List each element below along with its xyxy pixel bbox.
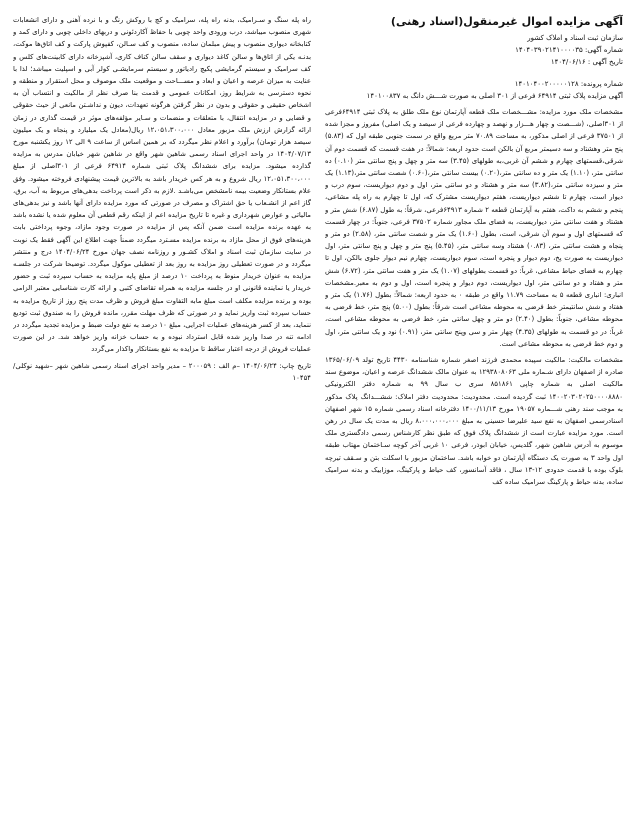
file-meta bbox=[325, 78, 623, 102]
notice-meta bbox=[325, 32, 623, 68]
property-specs-paragraph: مشخصات ملک مورد مزایده: مشـــخصات ملک قطعه آپارتمان نوع ملک طلق به پلاک ثبتی ۶۴۹۱۴فرعی از ۳۰۱اصلی، (شـــصت و چهار هـــزار و نهصد و چهارده فرعی از سیصد و یک اصلی) مفروز و مجزا شده از ۳۷۵۰۱ فرعی از اصلی مذکور، به مساحت ۷۰.۸۹ متر مربع واقع در سمت جنوبی طبقه اول که (۵.۸۳) پنج متر وهشتاد و سه دسیمتر مربع آن بالکن است حدود اربعه: شمالاً: در هفت قسمت که قسمت دوم آن شرقی،قسمتهای چهارم و ششم آن غربی،به طولهای (۳.۴۵) سه متر و چهل و پنج سانتی متر (۰.۱۰) ده سانتی متر، (۱.۱۰) یک متر و ده سانتی متر،(۰.۲۰) بیست سانتی متر،(۰.۶۰) شصت سانتی متر،(۱.۱۳) یک متر و سیزده سانتی متر،(۳.۸۲) سه متر و هشتاد و دو سانتی متر، اول و دوم دیواریست، سوم درب و دیوار است، چهارم تا ششم دیواریست، هفتم دیواریست مشترک که، اول تا چهارم به راه پله مشاعی، پنجم و ششم به داکت، هفتم به آپارتمان قطعه ۲ شماره ۶۴۹۱۳فرعی، شرقاً: به طول (۶.۸۷) شش متر و هشتاد و هفت سانتی متر، دیواریست، به فضای ملک مجاور شماره ۳۷۵۰۲ فرعی، جنوباً: در چهار قسمت که قسمتهای اول و سوم آن شرقی، است، بطول (۱.۶۰) یک متر و شصت سانتی متر، (۲.۵۸) دو متر و پنجاه و هشت سانتی متر، (۰.۸۳) هشتاد وسه سانتی متر، (۵.۴۵) پنج متر و چهل و پنج سانتی متر، اول دیواریست به صورت پخ، دوم دیوار و پنجره است، سوم دیواریست، چهارم نیم دیوار جلوی بالکن، اول تا چهارم به فضای حیاط مشاعی، غرباً: دو قسمت بطولهای (۱.۰۷) یک متر و هفت سانتی متر، (۶.۷۲) شش متر و هفتاد و دو سانتی متر، اول دیواریست، دوم دیوار و پنجره است، اول و دوم به معبر.مشخصات انباری: انباری قطعه ۵ به مساحت ۱۱.۷۹ واقع در طبقه ۰ به حدود اربعه: شمالاً: بطول (۱.۷۶) یک متر و هفتاد و شش سانتیمتر خط فرضی به محوطه مشاعی است شرقاً: بطول (۵.۰۰) پنج متر، خط فرضی به محوطه مشاعی، جنوباً: بطول (۲.۴۰) دو متر و چهل سانتی متر، خط فرضی به محوطه مشاعی است، غرباً: در دو قسمت به طولهای (۴.۳۵) چهار متر و سی وپنج سانتی متر، (۰.۹۱) نود و یک سانتی متر، اول و دوم خط فرضی به محوطه مشاعی است. bbox=[325, 108, 623, 348]
notice-number: شماره آگهی: ۱۴۰۴۰۳۹۰۲۱۴۱۰۰۰۰۳۵ bbox=[515, 46, 623, 54]
notice-subject: آگهی مزایده پلاک ثبتی ۶۴۹۱۴ فرعی از ۳۰۱ اصلی به صورت شـــش دانگ به ۱۴۰۱۰۰۸۳۷ bbox=[366, 92, 623, 100]
left-column bbox=[13, 14, 311, 812]
auction-terms-paragraph: راه پله سنگ و سـرامیک، بدنه راه پله، سرامیک و کچ با روکش رنگ و با نرده آهنی و دارای انشعابات شهری منصوب میباشد، درب ورودی واحد چوبی با حفاظ آکاردئونی و دربهای داخلی چوبی و دارای کمد و کتابخانه دیواری منصوب و پیش مبلمان ساده، منصوب و کف سـالن، کفپوش پارکت و کف اتاق‌ها موکت، بدنـه یکی از اتاق‌ها و سالن کاغذ دیواری و سقف سالن کناف کاری، آشپزخانه دارای کابینت‌های کلس و کف سرامیک و سیستم گرمایشی پکیچ رادیاتور و سیستم سرمایشـی کولر آبی و اسپلیت میباشد؛ لذا با عنایت به میزان عرصه و اعیان و ابعاد و مســـاحت و موقعیت ملک موصوف و محل استقرار و منطقه و نحوه دسترسی به شرایط روز، امکانات عمومی و قدمت بنا صرف نظر از مالکیت و انتساب آن به اشخاص حقیقی و حقوقی و بدون در نظر گرفتن هرگونه تعهدات، دیون و نداشـتن مانعی از حیث حقوقی و قضایی و در مزایده انتقال، با متعلقات و منضمات و سـایر مؤلفه‌های موثر در قیمت گذاری در زمان ارائه گزارش ارزش ملک مزبور معادل ۱۲،۰۵۱،۳۰۰،۰۰۰ ریال(معادل یک میلیارد و پنجاه و یک میلیون سیصد هزار تومان) برآورد و اعلام نظر میگردد که بر همین اساس از ساعت ۹ الی ۱۲ روز یکشنبه مورخ ۱۴۰۴/۰۷/۱۳ در واحد اجرای اسناد رسمی شاهین شهر واقع در شاهین شهر خیابان مدرس به مزایده گذارده میشود. مزایده برای ششدانگ پلاک ثبتی شماره ۶۴۹۱۴ فرعی از ۳۰۱اصلی از مبلغ ۱۲،۰۵۱،۳۰۰،۰۰۰ ریال شروع و به هر کس خریدار باشد به بالاترین قیمت پیشنهادی فروخته میشود. وفق علام بستانکار وضعیت بیمه نامشخص می‌باشـد .لازم به ذکر است پرداخت بدهی‌های مربوط به آب، برق، گاز اعم از انشـعاب یا حق اشتراک و مصرف در صورتی که مورد مزایده دارای آنها باشد و نیز بدهی‌های مالیاتی و عوارض شهرداری و غیره تا تاریخ مزایده اعم از اینکه رقم قطعی آن معلوم شده یا نشده باشد به عهده برنده مزایده است ضمن آنکه پس از مزایده در صورت وجود مازاد، وجوه پرداختی بابت هزینه‌های فوق از محل مازاد به برنده مزایده مسـترد میگردد ضمناً جهت اطلاع این آگهی فقط یک نوبت در سایت سازمان ثبت اسناد و املاک کشـور و روزنامه نصف جهان مورخ ۱۴۰۴/۰۶/۲۴ درج و منتشر میگردد و در صورت تعطیلی روز مزایده به روز بعد از تعطیلی موکول میگردد. توضیحا شرکت در جلسـه مزایده به عنوان خریدار منوط به پرداخت ۱۰ درصد از مبلغ پایه مزایده به حساب سپرده ثبت و حضور خریدار یا نماینده قانونی او در جلسه مزایده به همراه تقاضای کتبی و ارائه کارت شناسایی معتبر الزامی بوده و برنده مزایده مکلف است مبلغ مابه التفاوت مبلغ فروش و ظرف مدت پنج روز از تاریخ مزایده به حساب سپرده ثبت واریز نماید و در صورتی که ظرف مهلت مقرر، مانده فروش را به صندوق ثبت تودیع ننماید، بعد از کسر هزینه‌های عملیات اجرایی، مبلغ ۱۰ درصد به نفع دولت ضبط و مزایده تجدید میگردد در ادامه تنه در صدا واریز شده قابل استرداد نبوده و به حساب خزانه واریز خواهد شد. در این صورت عملیات فروش از درجه اعتبار ساقط تا مزایده به نفع بستانکار واکذار می‌گردد bbox=[13, 16, 311, 354]
file-number: شماره پرونده: ۱۴۰۱۰۴۰۰۲۰۰۰۰۰۱۲۸ bbox=[514, 80, 623, 88]
print-date-footer: تاریخ چاپ: ۱۴۰۴/۰۶/۲۴ –م الف : ۲۰۰۰۵۹ – مدیر واحد اجرای اسناد رسمی شاهین شهر –شهید نوکلی/۱۰۴۵۴ bbox=[13, 361, 311, 382]
notice-date: تاریخ آگهی : ۱۴۰۴/۰۶/۱۶ bbox=[550, 58, 623, 66]
text-columns bbox=[10, 14, 623, 812]
org-name: سازمان ثبت اسناد و املاک کشور bbox=[527, 34, 623, 42]
notice-title: آگهی مزایده اموال غیرمنقول(اسناد رهنی) bbox=[390, 15, 623, 28]
right-column bbox=[325, 14, 623, 812]
ownership-paragraph: مشخصات مالکیت: مالکیت سپیده محمدی فرزند اصغر شماره شناسنامه ۴۴۳۰ تاریخ تولد ۱۳۶۵/۰۶/۰۹ صادره از اصفهان دارای شـماره ملی ۱۲۹۳۸۰۸۰۶۳ به عنوان مالک ششدانگ عرصه و اعیان، موضوع سند مالکیت اصلی به شماره چاپی ۸۵۱۸۶۱ سری ب سال ۹۹ به شماره دفتر الکترونیکی ۱۴۰۰۲۰۳۰۲۰۲۵۰۰۰۰۸۸۸۰ ثبت گردیده است. محدودیت: محدودیت دفتر املاک: ششـــدانگ پلاک مذکور به موجب سند رهنی شـــماره ۱۹۰۵۷ مورخ ۱۴۰۰/۱۱/۱۳ دفترخانه اسناد رسمی شماره ۱۵ شهر اصفهان اسنادرسمی اصفهان به نفع سید علیرضا حسینی به مبلغ ۸،۰۰۰،۰۰۰،۰۰۰ ریال به مدت یک سال در رهن است. مورد مزایده عبارت است از ششدانگ پلاک فوق که طبق نظر کارشناس رسمی دادگستری ملک موسوم به آدرس شاهین شهر، گلدیس، خیابان ابوذر، فرعی ۱۰ غربی آخر کوچه سـاختمان مهتاب طبقه اول واحد ۳ به صورت یک دستگاه آپارتمان دو خوابه باشد. ساختمان مزبور با اسکلت بتن و سـقف تیرچه بلوک بوده با قدمت حدودی ۱۲-۱۳ سال ، فاقد آسانسور، کف حیاط و پارکینگ، موزاییک و بدنه سرامیک ساده، بدنه حیاط و پارکینگ سرامیک ساده کف bbox=[325, 356, 623, 487]
